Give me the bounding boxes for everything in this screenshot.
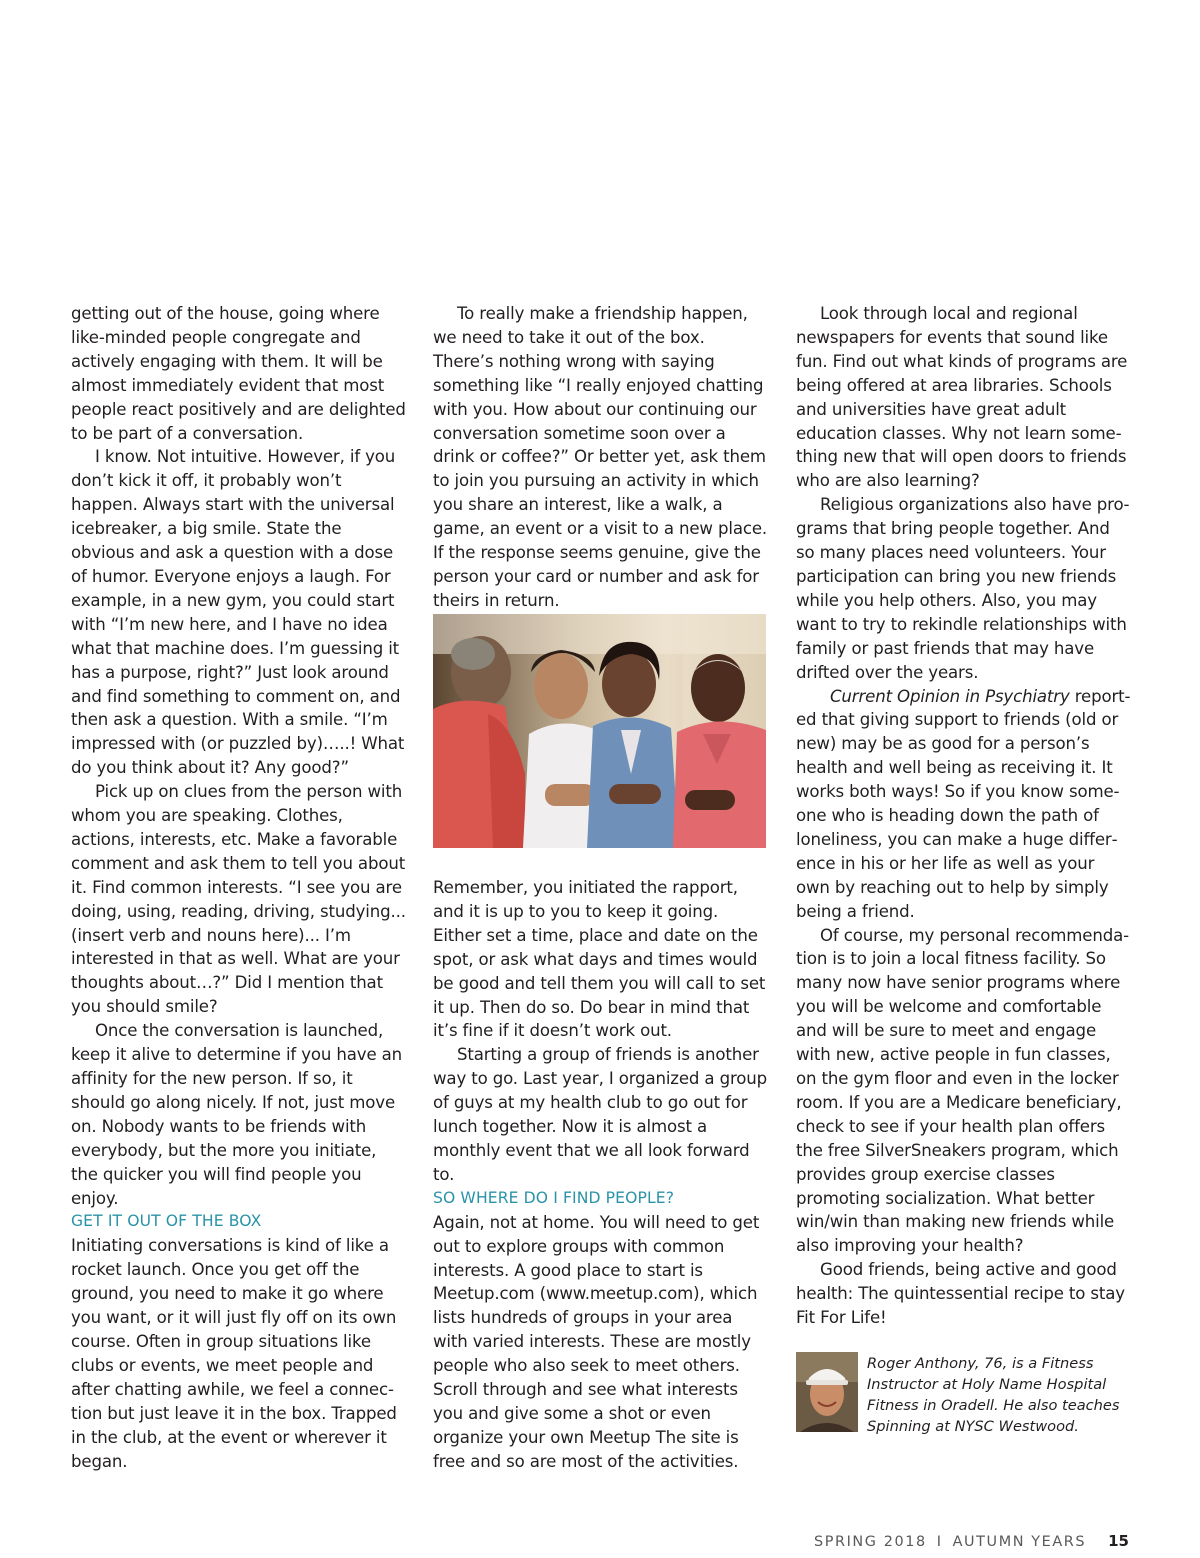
article-column-1: [71, 302, 407, 1473]
body-paragraph: Good friends, being active and good health: The quintessential recipe to stay Fit For Life!: [796, 1260, 1125, 1328]
body-paragraph: getting out of the house, going where like-minded people congregate and actively engaging with them. It will be almost immediately evident that most people react positively and are delighted to be part of a conversation.: [71, 304, 406, 443]
section-heading-get-it-out-of-the-box: GET IT OUT OF THE BOX: [71, 1212, 262, 1231]
author-headshot: [796, 1352, 858, 1432]
body-paragraph: Initiating conversations is kind of like a rocket launch. Once you get off the ground, you need to make it go where you want, or it will just fly off on its own course. Often in group situations like clubs or events, we meet people and after chatting awhile, we feel a connection but just leave it in the box. Trapped in the club, at the event or wherever it began.: [71, 1236, 397, 1471]
body-paragraph: Remember, you initiated the rapport, and it is up to you to keep it going. Either set a time, place and date on the spot, or ask what days and times would be good and tell them you will call to set it up. Then do so. Do bear in mind that it’s fine if it doesn’t work out.: [433, 878, 766, 1041]
footer-magazine-title: AUTUMN YEARS: [952, 1534, 1087, 1550]
body-paragraph: Starting a group of friends is another way to go. Last year, I organized a group of guys at my health club to go out for lunch together. Now it is almost a monthly event that we all look forward to.: [433, 1045, 768, 1184]
article-column-2-top: [433, 302, 769, 613]
footer-issue: SPRING 2018: [813, 1534, 927, 1550]
body-paragraph: Of course, my personal recommendation is to join a local fitness facility. So many now have senior programs where you will be welcome and comfortable and will be sure to meet and engage with new, active people in fun classes, on the gym floor and even in the locker room. If you are a Medicare beneficiary, check to see if your health plan offers the free SilverSneakers program, which provides group exercise classes promoting socialization. What better win/win than making new friends while also improving your health?: [796, 925, 1130, 1256]
body-paragraph: Again, not at home. You will need to get out to explore groups with common interests. A good place to start is Meetup.com (www.meetup.com), which lists hundreds of groups in your area with varied interests. These are mostly people who also seek to meet others. Scroll through and see what interests you and give some a shot or even organize your own Meetup The site is free and so are most of the activities.: [433, 1212, 760, 1471]
author-bio: [796, 1352, 1132, 1434]
body-paragraph: Look through local and regional newspapers for events that sound like fun. Find out what kinds of programs are being offered at area libraries. Schools and universities have great adult education classes. Why not learn something new that will open doors to friends who are also learning?: [796, 304, 1128, 491]
body-paragraph: To really make a friendship happen, we need to take it out of the box. There’s nothing wrong with saying something like “I really enjoyed chatting with you. How about our continuing our conversation sometime soon over a drink or coffee?” Or better yet, ask them to join you pursuing an activity in which you share an interest, like a walk, a game, an event or a visit to a new place. If the response seems genuine, give the person your card or number and ask for theirs in return.: [433, 304, 767, 610]
page-footer: [814, 1532, 1129, 1556]
citation-journal-title: Current Opinion in Psychiatry: [830, 686, 1070, 706]
footer-separator: I: [936, 1534, 943, 1550]
article-column-3: [796, 302, 1132, 1330]
page-number: 15: [1108, 1532, 1129, 1550]
author-bio-text: Roger Anthony, 76, is a Fitness Instructor at Holy Name Hospital Fitness in Oradell. He also teaches Spinning at NYSC Westwood.: [867, 1355, 1120, 1435]
body-paragraph: Once the conversation is launched, keep it alive to determine if you have an affinity for the new person. If so, it should go along nicely. If not, just move on. Nobody wants to be friends with everybody, but the more you initiate, the quicker you will find people you enjoy.: [71, 1021, 403, 1208]
section-heading-so-where-do-i-find-people: SO WHERE DO I FIND PEOPLE?: [433, 1188, 675, 1207]
article-column-2-bottom: [433, 876, 769, 1474]
body-paragraph: Religious organizations also have programs that bring people together. And so many places need volunteers. Your participation can bring you new friends while you help others. Also, you may want to try to rekindle relationships with family or past friends that may have drifted over the years.: [796, 495, 1130, 682]
body-paragraph: Pick up on clues from the person with whom you are speaking. Clothes, actions, interests, etc. Make a favorable comment and ask them to tell you about it. Find common interests. “I see you are doing, using, reading, driving, studying... (insert verb and nouns here)... I’m interested in that as well. What are your thoughts about…?” Did I mention that you should smile?: [71, 782, 406, 1017]
citation-text: reported that giving support to friends (old or new) may be as good for a person’s health and well being as receiving it. It works both ways! So if you know someone who is heading down the path of loneliness, you can make a huge difference in his or her life as well as your own by reaching out to help by simply being a friend.: [796, 686, 1131, 921]
citation-paragraph: [796, 685, 1132, 924]
body-paragraph: I know. Not intuitive. However, if you don’t kick it off, it probably won’t happen. Always start with the universal icebreaker, a big smile. State the obvious and ask a question with a dose of humor. Everyone enjoys a laugh. For example, in a new gym, you could start with “I’m new here, and I have no idea what that machine does. I’m guessing it has a purpose, right?” Just look around and find something to comment on, and then ask a question. With a smile. “I’m impressed with (or puzzled by)…..! What do you think about it? Any good?”: [71, 447, 405, 778]
friends-group-photo: [433, 614, 766, 848]
